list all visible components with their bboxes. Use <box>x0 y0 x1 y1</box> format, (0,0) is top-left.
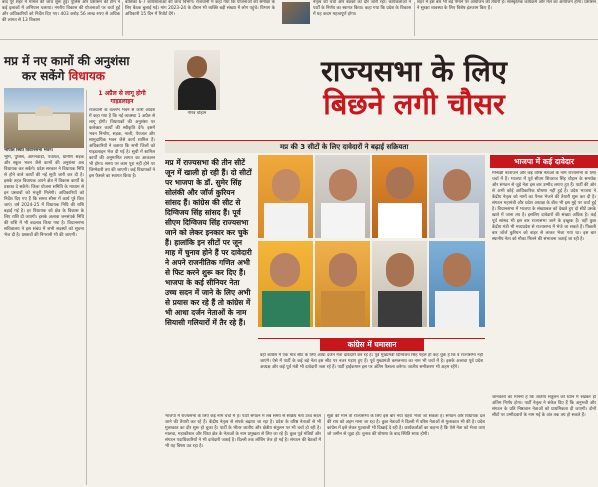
column-divider <box>414 2 415 36</box>
left-headline-part: कर सकेंगे <box>22 69 69 83</box>
leader-photo <box>315 155 370 238</box>
leader-kurta <box>321 203 365 238</box>
left-story-headline <box>4 54 130 84</box>
leader-photo <box>258 241 313 327</box>
congress-box <box>258 338 485 410</box>
leader-photo <box>258 155 313 238</box>
assembly-building-shape <box>18 114 70 130</box>
leader-photo <box>429 155 485 238</box>
top-strip-column: बाद पूरे शहर में मामले की जांच शुरू हुई। पुलिस और प्रशासन की टीम ने कई इलाकों में अभियान चलाया। नगरीय विकास की योजनाओं पर चर्चा हुई और अधिकारियों को निर्देश दिए गए। 403 करोड़ 56 लाख रुपए से अधिक की लागत से 13 विकास <box>2 0 120 23</box>
bjp-box-body-continued: जानकारों का मानना है कि जातीय संतुलन को ध्यान में रखकर ही अंतिम निर्णय होगा। पार्टी नेतृत्व ने संकेत दिए हैं कि अनुभवी और संगठन के प्रति निष्ठावान नेताओं को प्राथमिकता दी जाएगी। दोनों सीटों पर उम्मीदवारों के नाम मई के अंत तक तय हो सकते हैं। <box>492 395 596 418</box>
column-divider <box>86 90 87 485</box>
left-headline-line-2 <box>4 69 130 84</box>
left-story-subhead: 1 अप्रैल से लागू होगी गाइडलाइन <box>98 90 146 105</box>
top-strip-column: नेतृत्व की चर्चा और बैठकों का दौर जारी रहा। कार्यकर्ताओं ने पार्टी के निर्णय का स्वागत किया। कहा गया कि प्रदेश के विकास में यह कदम महत्वपूर्ण होगा। <box>313 0 411 17</box>
reporter-face <box>187 56 207 78</box>
leaders-photo-grid <box>258 155 485 335</box>
reporter-photo <box>174 50 220 110</box>
column-divider <box>324 414 325 487</box>
leader-face <box>386 253 414 287</box>
bjp-box-body: मीनाक्षी नटराजन और कई वरिष्ठ नेताओं के नाम राज्यसभा के लिए चर्चा में हैं। भाजपा में पूर्व सीएम शिवराज सिंह चौहान के समर्थक और संगठन से जुड़े नेता इस बार उम्मीद लगाए हुए हैं। पार्टी की ओर से अभी कोई आधिकारिक घोषणा नहीं हुई है। प्रदेश भाजपा ने केंद्रीय नेतृत्व को नामों का पैनल भेजने की तैयारी शुरू कर दी है। संगठन महामंत्री और प्रदेश अध्यक्ष के बीच भी इस मुद्दे पर चर्चा हुई है। विधानसभा में भाजपा के संख्याबल को देखते हुए दो सीटें उसके खाते में जाना तय है। इसलिए दावेदारों की संख्या अधिक है। कई पूर्व सांसद भी इस बार राज्यसभा जाने के इच्छुक हैं। वहीं कुछ केंद्रीय मंत्री भी मध्यप्रदेश से राज्यसभा में भेजे जा सकते हैं। पिछली बार जॉर्ज कुरियन को बाहर से लाकर भेजा गया था। इस बार स्थानीय नेता को मौका मिलने की संभावना जताई जा रही है। <box>492 171 596 242</box>
assembly-building-photo <box>4 88 84 148</box>
main-story-lead: मप्र में राज्यसभा की तीन सीटें जून में खाली हो रही हैं। दो सीटों पर भाजपा के डॉ. सुमेर सिंह सोलंकी और जॉर्ज कुरियन सांसद हैं। कांग्रेस की सीट से दिग्विजय सिंह सांसद हैं। पूर्व सीएम दिग्विजय सिंह राज्यसभा जाने को लेकर इनकार कर चुके हैं। हालांकि इन सीटों पर जून माह में चुनाव होने हैं पर दावेदारी ने अपने राजनीतिक गणित अभी से फिट करने शुरू कर दिए हैं। भाजपा के कई सीनियर नेता उच्च सदन में जाने के लिए अभी से प्रयास कर रहे हैं तो कांग्रेस में भी आधा दर्जन नेताओं के नाम सियासी गलियारों में तैर रहे हैं। <box>165 158 252 327</box>
leader-jacket <box>321 291 365 327</box>
main-subhead-bar <box>165 140 598 153</box>
leader-kurta <box>435 291 479 327</box>
leader-photo <box>372 155 427 238</box>
bjp-box <box>490 155 598 487</box>
leader-kurta <box>378 203 422 238</box>
congress-box-header: कांग्रेस में घमासान <box>320 339 424 351</box>
top-news-strip <box>0 0 598 40</box>
leader-face <box>272 169 300 201</box>
leader-jacket <box>378 291 422 327</box>
congress-box-body: वहीं कांग्रेस में एक मात्र सीट के लिए आधा दर्जन नेता दावेदारी कर रहे हैं। पूर्व मुख्यमंत्री दिग्विजय सिंह पहले ही कह चुके हैं कि वे राज्यसभा नहीं जाएंगे। ऐसे में पार्टी के कई बड़े नेता इस सीट पर नजर गड़ाए हुए हैं। पूर्व मुख्यमंत्री कमलनाथ का नाम भी चर्चा में है। इसके अलावा पूर्व प्रदेश अध्यक्ष और कई पूर्व मंत्री भी दावेदारी जता रहे हैं। पार्टी हाईकमान इस पर अंतिम फैसला करेगा। जातीय समीकरण भी अहम रहेंगे। <box>260 353 483 370</box>
leader-face <box>443 169 471 201</box>
main-story-column: भाजपा में राज्यसभा के लिए कई नाम चर्चा में हैं। पार्टी संगठन में लंबे समय से सक्रिय नेता उच्च सदन जाने की तैयारी कर रहे हैं। केंद्रीय नेतृत्व से संपर्क बढ़ाया जा रहा है। प्रदेश के वरिष्ठ नेताओं से भी मुलाकात का दौर शुरू हो चुका है। पार्टी के भीतर जातीय और क्षेत्रीय संतुलन पर भी चर्चा हो रही है। मालवा, महाकौशल और विंध्य क्षेत्र के नेताओं के नाम प्रमुखता से लिए जा रहे हैं। कुछ पूर्व मंत्रियों और संगठन पदाधिकारियों ने भी दावेदारी जताई है। दिल्ली तक लॉबिंग तेज हो गई है। संगठन की बैठकों में भी यह विषय उठ रहा है। <box>165 414 321 449</box>
leader-face <box>329 253 357 287</box>
leader-kurta <box>435 203 479 238</box>
top-strip-column: शहर में इस बार भी बड़े पैमाने पर आयोजन की तैयारी है। सांस्कृतिक कार्यक्रम और मेले का आयोजन होगा। प्रशासन ने सुरक्षा व्यवस्था के लिए विशेष इंतजाम किए हैं। <box>417 0 596 11</box>
column-divider <box>122 2 123 36</box>
leader-face <box>443 253 471 287</box>
assembly-dome-shape <box>35 106 53 116</box>
left-story <box>0 42 158 487</box>
main-subhead: मप्र की 3 सीटों के लिए दावेदारों ने बढ़ाई सक्रियता <box>280 143 409 151</box>
leader-face <box>386 167 414 199</box>
left-headline-line-1: मप्र में नए कामों की अनुशंसा <box>4 54 130 68</box>
leader-face <box>329 169 357 201</box>
reporter-shirt <box>178 78 216 110</box>
left-story-column-2: राजधानी के वल्लभ भवन से जारी आदेश में कहा गया है कि नई व्यवस्था 1 अप्रैल से लागू होगी। विधायकों की अनुशंसा पर कलेक्टर कार्यों की स्वीकृति देंगे। इसमें भवन निर्माण, सड़क, नाली, पेयजल और सामुदायिक भवन जैसे कार्य शामिल हैं। अधिकारियों ने बताया कि सभी जिलों को गाइडलाइन भेज दी गई है। सूची में शामिल कार्यों की अनुमानित लागत का आकलन भी होगा। समय पर काम पूरा नहीं होने पर जिम्मेदारी तय की जाएगी। कई विधायकों ने इस फैसले का स्वागत किया है। <box>89 108 155 179</box>
top-strip-photo <box>282 2 310 24</box>
leader-kurta <box>264 203 308 238</box>
main-headline <box>230 55 598 121</box>
leader-photo <box>315 241 370 327</box>
top-strip-column: बालिका 6-7 कार्यशालाओं की जांच विभाग। राजधानी में कहा गया कि योजनाओं की समीक्षा के लिए बैठक बुलाई गई। मांग 2023-24 के दौरान भी व्यक्ति बड़ी संख्या में लोग पहुंचे। विभाग के अधिकारी 15 दिन में रिपोर्ट देंगे। <box>125 0 275 17</box>
leader-photo <box>372 241 427 327</box>
photo-caption: भोपाल स्थित विधानसभा भवन। <box>4 148 54 153</box>
leader-saree <box>262 291 310 327</box>
left-story-body: भूमि, पुलिस, आंगनवाड़ी, पंचायत, ग्रामीण सड़क और स्कूल भवन जैसे कामों की अनुशंसा अब विधायक कर सकेंगे। प्रदेश सरकार ने विधायक निधि से होने वाले कार्यों की नई सूची जारी कर दी है। इसके तहत विधायक अपने क्षेत्र में विकास कार्यों के प्रस्ताव दे सकेंगे। जिला योजना समिति के माध्यम से इन प्रस्तावों को मंजूरी मिलेगी। अधिकारियों को निर्देश दिए गए हैं कि समय सीमा में कार्य पूरे किए जाएं। वर्ष 2024-25 में विधायक निधि की राशि बढ़ाई गई है। हर विधायक को क्षेत्र के विकास के लिए राशि दी जाएगी। इसके अलावा जनसंपर्क निधि की राशि में भी बदलाव किया गया है। विधानसभा सचिवालय ने इस संबंध में सभी सदस्यों को सूचना भेज दी है। प्रस्तावों की निगरानी भी की जाएगी। <box>4 155 84 238</box>
left-headline-highlight: विधायक <box>68 69 106 83</box>
reporter-caption: गौरव चौहान <box>187 111 207 116</box>
main-headline-line-2: बिछने लगी चौसर <box>323 87 505 121</box>
leader-face <box>270 253 300 287</box>
main-headline-line-1: राज्यसभा के लिए <box>321 54 507 88</box>
leader-photo <box>429 241 485 327</box>
main-story-column: सूत्रों की मानें तो राज्यसभा के लिए इस बार नया चेहरा भेजा जा सकता है। संगठन और विधायक दल की राय को अहम माना जा रहा है। कुछ नेताओं ने दिल्ली में वरिष्ठ नेताओं से मुलाकात भी की है। प्रदेश कांग्रेस में इसे लेकर गुटबाजी भी दिखाई दे रही है। कार्यकर्ताओं का कहना है कि ऐसे नेता को भेजा जाए जो जमीन से जुड़ा हो। चुनाव की घोषणा के बाद स्थिति साफ होगी। <box>327 414 485 437</box>
bjp-box-header: भाजपा में कई दावेदार <box>490 155 598 168</box>
